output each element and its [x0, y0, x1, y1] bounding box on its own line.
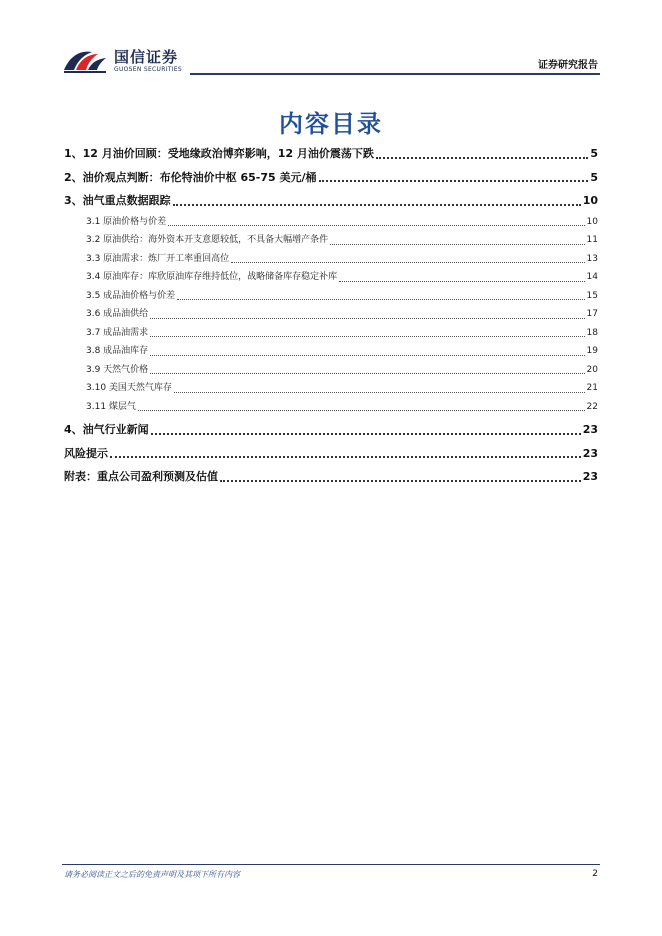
- toc-dot-leader: [150, 355, 584, 356]
- guosen-logo: [62, 44, 182, 78]
- toc-entry-label: 3.7 成品油需求: [86, 327, 149, 338]
- toc-entry-page: 5: [590, 170, 598, 184]
- toc-entry-label: 3.3 原油需求：炼厂开工率重回高位: [86, 253, 230, 264]
- toc-entry-3-6[interactable]: [64, 305, 598, 324]
- toc-entry-label: 3.10 美国天然气库存: [86, 383, 172, 393]
- toc-entry-label: 3.2 原油供给：海外资本开支意愿较低，不具备大幅增产条件: [86, 235, 329, 245]
- guosen-logo-icon: [62, 46, 108, 76]
- toc-entry-page: 22: [586, 401, 598, 412]
- toc-entry-page: 11: [586, 235, 598, 245]
- toc-entry-3-7[interactable]: [64, 324, 598, 343]
- toc-entry-label: 2、油价观点判断：布伦特油价中枢 65-75 美元/桶: [64, 170, 317, 184]
- toc-dot-leader: [110, 456, 581, 458]
- toc-entry-label: 风险提示: [64, 446, 108, 460]
- logo-english-name: GUOSEN SECURITIES: [114, 66, 183, 73]
- toc-dot-leader: [177, 299, 584, 300]
- toc-dot-leader: [339, 281, 584, 282]
- toc-entry-page: 10: [582, 194, 598, 207]
- toc-dot-leader: [330, 244, 584, 245]
- toc-entry-label: 3.6 成品油供给: [86, 309, 149, 319]
- toc-entry-page: 19: [586, 346, 598, 356]
- toc-entry-label: 1、12 月油价回顾：受地缘政治博弈影响，12 月油价震荡下跌: [64, 147, 374, 160]
- page-number: 2: [592, 869, 598, 879]
- toc-dot-leader: [168, 225, 584, 226]
- toc-entry-page: 15: [586, 290, 598, 301]
- toc-entry-page: 17: [586, 309, 598, 319]
- toc-entry-page: 13: [586, 253, 598, 264]
- toc-dot-leader: [150, 318, 584, 319]
- footer-disclaimer: 请务必阅读正文之后的免责声明及其项下所有内容: [64, 870, 240, 879]
- toc-entry-3-8[interactable]: [64, 342, 598, 361]
- toc-entry-label: 3.8 成品油库存: [86, 346, 149, 356]
- toc-entry-section-2[interactable]: [64, 166, 598, 190]
- toc-entry-label: 3.5 成品油价格与价差: [86, 290, 176, 301]
- toc-dot-leader: [231, 262, 584, 263]
- toc-entry-appendix[interactable]: [64, 465, 598, 489]
- toc-dot-leader: [174, 392, 585, 393]
- header-divider: [190, 73, 600, 75]
- toc-entry-3-4[interactable]: [64, 268, 598, 287]
- toc-entry-page: 21: [586, 383, 598, 393]
- toc-entry-3-3[interactable]: [64, 250, 598, 269]
- toc-entry-page: 23: [582, 446, 598, 460]
- toc-entry-label: 附表：重点公司盈利预测及估值: [64, 470, 218, 483]
- report-type-label: 证券研究报告: [538, 60, 598, 71]
- toc-entry-3-10[interactable]: [64, 379, 598, 398]
- toc-entry-risk-warning[interactable]: [64, 442, 598, 466]
- toc-dot-leader: [150, 336, 584, 337]
- toc-entry-section-3[interactable]: [64, 189, 598, 213]
- toc-entry-3-2[interactable]: [64, 231, 598, 250]
- toc-entry-3-11[interactable]: [64, 398, 598, 417]
- toc-entry-3-5[interactable]: [64, 287, 598, 306]
- toc-dot-leader: [319, 180, 589, 182]
- toc-entry-label: 3、油气重点数据跟踪: [64, 194, 171, 207]
- toc-entry-section-4[interactable]: [64, 418, 598, 442]
- page-header: [0, 0, 662, 80]
- toc-entry-page: 5: [590, 147, 598, 160]
- toc-entry-page: 20: [586, 364, 598, 375]
- toc-entry-section-1[interactable]: [64, 142, 598, 166]
- toc-dot-leader: [138, 410, 585, 411]
- toc-dot-leader: [220, 480, 581, 482]
- table-of-contents: [64, 142, 598, 489]
- toc-entry-page: 10: [586, 216, 598, 227]
- toc-entry-page: 23: [582, 423, 598, 436]
- toc-entry-page: 23: [582, 470, 598, 483]
- logo-chinese-name: 国信证券: [114, 48, 179, 66]
- toc-entry-3-9[interactable]: [64, 361, 598, 380]
- toc-dot-leader: [150, 373, 584, 374]
- toc-entry-label: 3.1 原油价格与价差: [86, 216, 167, 227]
- toc-entry-label: 3.4 原油库存：库欣原油库存维持低位，战略储备库存稳定补库: [86, 272, 338, 282]
- toc-entry-label: 3.9 天然气价格: [86, 364, 149, 375]
- toc-entry-label: 4、油气行业新闻: [64, 423, 149, 436]
- toc-title: 内容目录: [279, 110, 383, 138]
- toc-entry-3-1[interactable]: [64, 213, 598, 232]
- toc-dot-leader: [376, 157, 588, 159]
- toc-entry-label: 3.11 煤层气: [86, 401, 136, 412]
- toc-entry-page: 18: [586, 327, 598, 338]
- footer-divider: [62, 864, 600, 865]
- toc-dot-leader: [151, 433, 581, 435]
- toc-entry-page: 14: [586, 272, 598, 282]
- toc-dot-leader: [173, 204, 581, 206]
